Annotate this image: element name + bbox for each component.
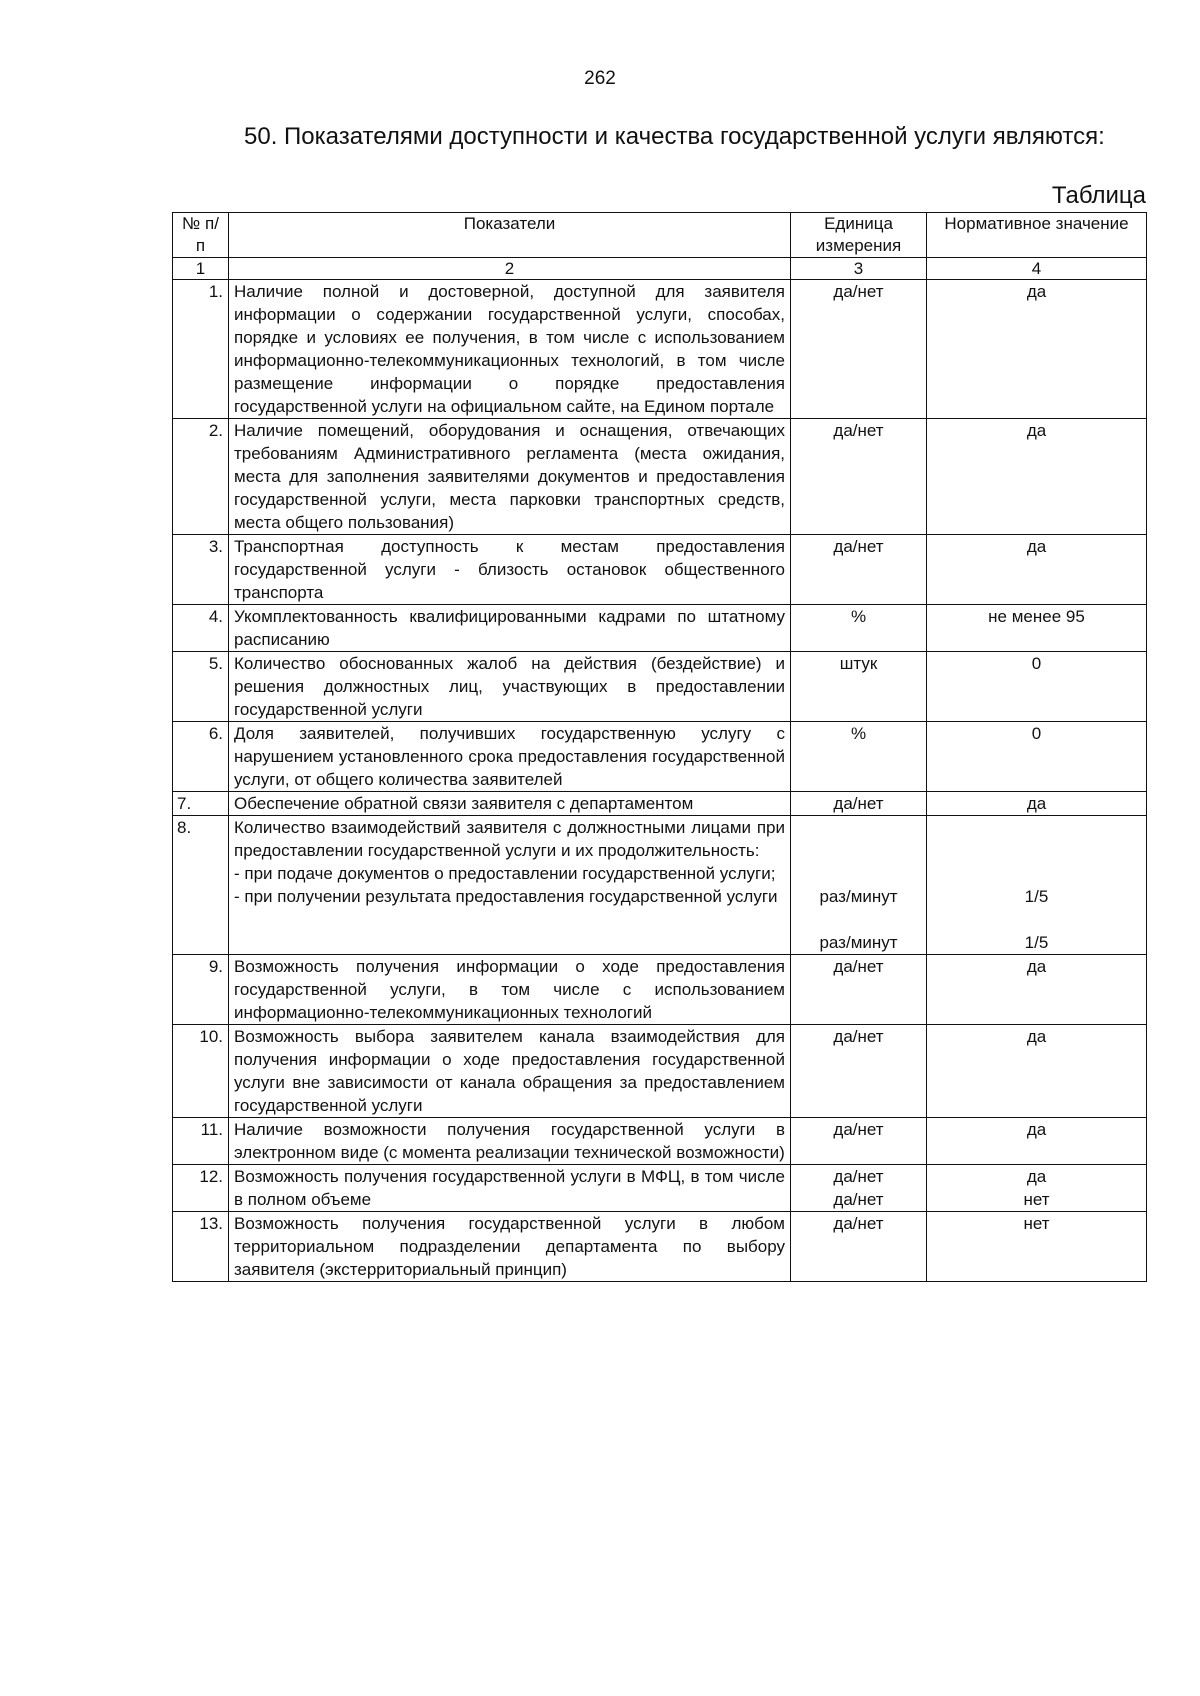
unit-sub-value: да/нет	[833, 1167, 884, 1186]
header-unit: Единица измерения	[791, 213, 927, 258]
row-number: 6.	[173, 722, 229, 792]
table-row	[173, 1212, 1147, 1282]
table-row	[173, 280, 1147, 419]
indicator-text	[229, 816, 791, 955]
table-row	[173, 535, 1147, 605]
unit-cell: да/нет	[791, 419, 927, 535]
table-row	[173, 1118, 1147, 1165]
value-sub-value: нет	[1023, 1190, 1050, 1209]
value-cell: не менее 95	[927, 605, 1147, 652]
unit-cell	[791, 816, 927, 955]
column-number: 3	[791, 258, 927, 280]
unit-cell: да/нет	[791, 535, 927, 605]
indicator-text: Укомплектованность квалифицированными кадрами по штатному расписанию	[229, 605, 791, 652]
indicator-main-text: Количество взаимодействий заявителя с должностными лицами при предоставлении государственной услуги и их продолжительность:	[234, 818, 785, 860]
unit-cell: да/нет	[791, 955, 927, 1025]
indicator-text: Обеспечение обратной связи заявителя с департаментом	[229, 792, 791, 816]
value-cell: да	[927, 1118, 1147, 1165]
column-numbers-row	[173, 258, 1147, 280]
table-row	[173, 1025, 1147, 1118]
page-number: 262	[584, 68, 616, 89]
row-number: 12.	[173, 1165, 229, 1212]
value-sub-value: 1/5	[1024, 933, 1049, 952]
value-cell: нет	[927, 1212, 1147, 1282]
value-cell: да	[927, 792, 1147, 816]
table-row	[173, 722, 1147, 792]
row-number: 5.	[173, 652, 229, 722]
unit-cell: да/нет	[791, 1118, 927, 1165]
row-number: 1.	[173, 280, 229, 419]
indicator-text: Наличие полной и достоверной, доступной для заявителя информации о содержании государственной услуги, способах, порядке и условиях ее получения, в том числе с использованием информационно-телекоммуникационных технологий, в том числе размещение информации о порядке предоставления государственной услуги на официальном сайте, на Едином портале	[229, 280, 791, 419]
table-caption: Таблица	[1051, 182, 1146, 209]
indicator-text: Количество обоснованных жалоб на действия (бездействие) и решения должностных лиц, участвующих в предоставлении государственной услуги	[229, 652, 791, 722]
unit-cell	[791, 1165, 927, 1212]
indicator-text: Возможность получения информации о ходе предоставления государственной услуги, в том числе с использованием информационно-телекоммуникационных технологий	[229, 955, 791, 1025]
row-number: 7.	[173, 792, 229, 816]
indicator-text: Доля заявителей, получивших государственную услугу с нарушением установленного срока предоставления государственной услуги, от общего количества заявителей	[229, 722, 791, 792]
unit-sub-value: раз/минут	[819, 933, 898, 952]
row-number: 2.	[173, 419, 229, 535]
column-number: 1	[173, 258, 229, 280]
column-number: 4	[927, 258, 1147, 280]
header-row	[173, 213, 1147, 258]
indicator-text: Возможность выбора заявителем канала взаимодействия для получения информации о ходе предоставления государственной услуги вне зависимости от канала обращения за предоставлением государственной услуги	[229, 1025, 791, 1118]
column-number: 2	[229, 258, 791, 280]
row-number: 4.	[173, 605, 229, 652]
intro-paragraph: 50. Показателями доступности и качества государственной услуги являются:	[244, 123, 1105, 150]
value-cell: да	[927, 419, 1147, 535]
indicator-text: Транспортная доступность к местам предоставления государственной услуги - близость остановок общественного транспорта	[229, 535, 791, 605]
indicator-sub-text: - при подаче документов о предоставлении государственной услуги;	[234, 864, 776, 883]
unit-cell: штук	[791, 652, 927, 722]
table-row	[173, 605, 1147, 652]
unit-cell: %	[791, 722, 927, 792]
value-cell	[927, 1165, 1147, 1212]
table-row	[173, 652, 1147, 722]
row-number: 13.	[173, 1212, 229, 1282]
value-cell: да	[927, 535, 1147, 605]
row-number: 9.	[173, 955, 229, 1025]
header-no: № п/п	[173, 213, 229, 258]
value-cell: 0	[927, 722, 1147, 792]
unit-cell: да/нет	[791, 792, 927, 816]
table-row	[173, 792, 1147, 816]
value-cell: да	[927, 1025, 1147, 1118]
row-number: 3.	[173, 535, 229, 605]
value-cell: 0	[927, 652, 1147, 722]
indicator-sub-text: - при получении результата предоставления государственной услуги	[234, 887, 778, 906]
header-indicator: Показатели	[229, 213, 791, 258]
header-value: Нормативное значение	[927, 213, 1147, 258]
value-cell	[927, 816, 1147, 955]
unit-sub-value: да/нет	[833, 1190, 884, 1209]
row-number: 8.	[173, 816, 229, 955]
value-sub-value: 1/5	[1024, 887, 1049, 906]
unit-cell: %	[791, 605, 927, 652]
table-row	[173, 955, 1147, 1025]
value-cell: да	[927, 280, 1147, 419]
unit-cell: да/нет	[791, 1212, 927, 1282]
value-sub-value: да	[1026, 1167, 1047, 1186]
unit-cell: да/нет	[791, 280, 927, 419]
row-number: 11.	[173, 1118, 229, 1165]
table-row	[173, 816, 1147, 955]
indicator-text: Возможность получения государственной услуги в МФЦ, в том числе в полном объеме	[229, 1165, 791, 1212]
indicator-text: Наличие возможности получения государственной услуги в электронном виде (с момента реализации технической возможности)	[229, 1118, 791, 1165]
table-row	[173, 419, 1147, 535]
indicator-text: Наличие помещений, оборудования и оснащения, отвечающих требованиям Административного регламента (места ожидания, места для заполнения заявителями документов и предоставления государственной услуги, места парковки транспортных средств, места общего пользования)	[229, 419, 791, 535]
table-row	[173, 1165, 1147, 1212]
indicator-text: Возможность получения государственной услуги в любом территориальном подразделении департамента по выбору заявителя (экстерриториальный принцип)	[229, 1212, 791, 1282]
value-cell: да	[927, 955, 1147, 1025]
indicators-table	[172, 212, 1147, 1282]
row-number: 10.	[173, 1025, 229, 1118]
unit-cell: да/нет	[791, 1025, 927, 1118]
unit-sub-value: раз/минут	[819, 887, 898, 906]
